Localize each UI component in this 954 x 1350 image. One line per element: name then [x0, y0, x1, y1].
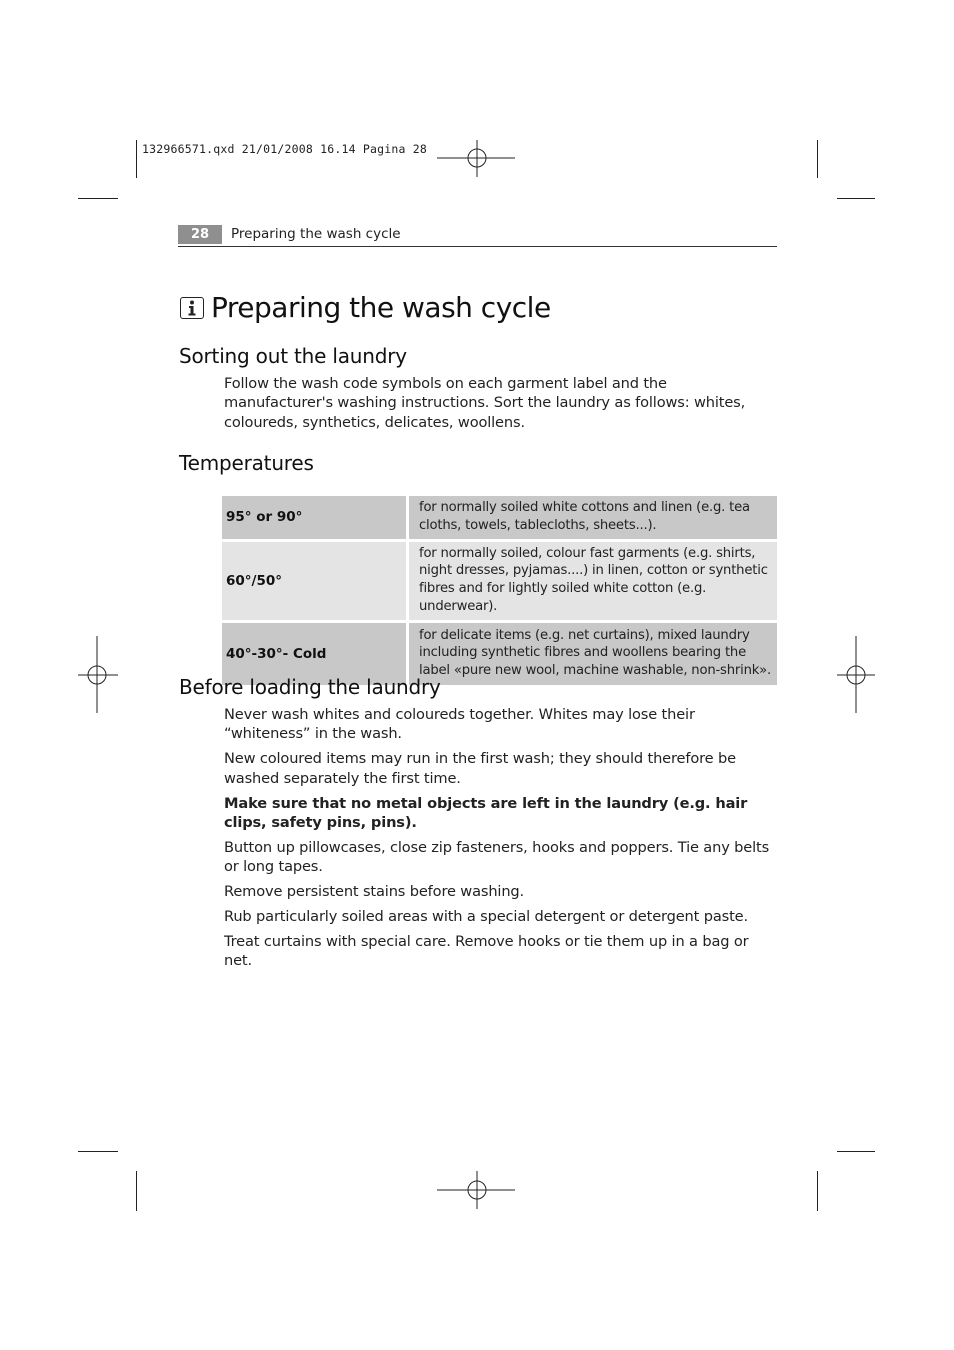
temperature-label: 60°/50°: [226, 572, 283, 589]
crop-mark: [136, 1171, 137, 1211]
temperature-label: 95° or 90°: [226, 509, 303, 526]
crop-mark: [78, 1151, 118, 1152]
crop-mark: [817, 1171, 818, 1211]
registration-mark-icon: [437, 1170, 517, 1210]
temperature-table: [222, 496, 777, 685]
crop-mark: [837, 1151, 875, 1152]
paragraph: Rub particularly soiled areas with a special detergent or detergent paste.: [224, 908, 748, 926]
page-number: 28: [178, 225, 222, 244]
registration-mark-icon: [437, 138, 517, 178]
header-divider: [178, 246, 777, 247]
crop-mark: [817, 140, 818, 178]
registration-mark-icon: [837, 636, 877, 714]
paragraph: Remove persistent stains before washing.: [224, 883, 525, 901]
section-heading-temperatures: Temperatures: [179, 451, 314, 475]
before-loading-list: [224, 705, 776, 976]
page-title: [180, 291, 551, 324]
info-icon: [180, 297, 204, 319]
crop-mark: [136, 140, 137, 178]
paragraph: Button up pillowcases, close zip fasteners, hooks and poppers. Tie any belts or long tapes.: [224, 838, 770, 876]
paragraph: New coloured items may run in the first wash; they should therefore be washed separately the first time.: [224, 750, 736, 787]
section-heading-sorting: Sorting out the laundry: [179, 344, 407, 368]
sorting-text: Follow the wash code symbols on each garment label and the manufacturer's washing instructions. Sort the laundry as follows: whites, coloureds, synthetics, delicates, woollens.: [224, 375, 746, 431]
crop-mark: [78, 198, 118, 199]
temperature-description: for normally soiled white cottons and linen (e.g. tea cloths, towels, tablecloths, sheets...).: [408, 496, 778, 539]
table-row: [222, 542, 777, 620]
print-slug: 132966571.qxd 21/01/2008 16.14 Pagina 28: [142, 142, 427, 156]
table-row: [222, 496, 777, 539]
registration-mark-icon: [78, 636, 118, 714]
page-title-text: Preparing the wash cycle: [211, 291, 551, 324]
crop-mark: [837, 198, 875, 199]
running-header-title: Preparing the wash cycle: [231, 226, 401, 242]
warning-paragraph: Make sure that no metal objects are left in the laundry (e.g. hair clips, safety pins, pins).: [224, 794, 748, 832]
temperature-label: 40°-30°- Cold: [226, 645, 327, 662]
paragraph: Never wash whites and coloureds together. Whites may lose their “whiteness” in the wash.: [224, 706, 695, 743]
paragraph: Treat curtains with special care. Remove hooks or tie them up in a bag or net.: [224, 933, 749, 970]
temperature-description: for delicate items (e.g. net curtains), mixed laundry including synthetic fibres and woollens bearing the label «pure new wool, machine washable, non-shrink».: [408, 623, 778, 685]
temperature-description: for normally soiled, colour fast garments (e.g. shirts, night dresses, pyjamas....) in linen, cotton or synthetic fibres and for lightly soiled white cotton (e.g. underwear).: [408, 542, 778, 620]
section-heading-before-loading: Before loading the laundry: [179, 675, 441, 699]
